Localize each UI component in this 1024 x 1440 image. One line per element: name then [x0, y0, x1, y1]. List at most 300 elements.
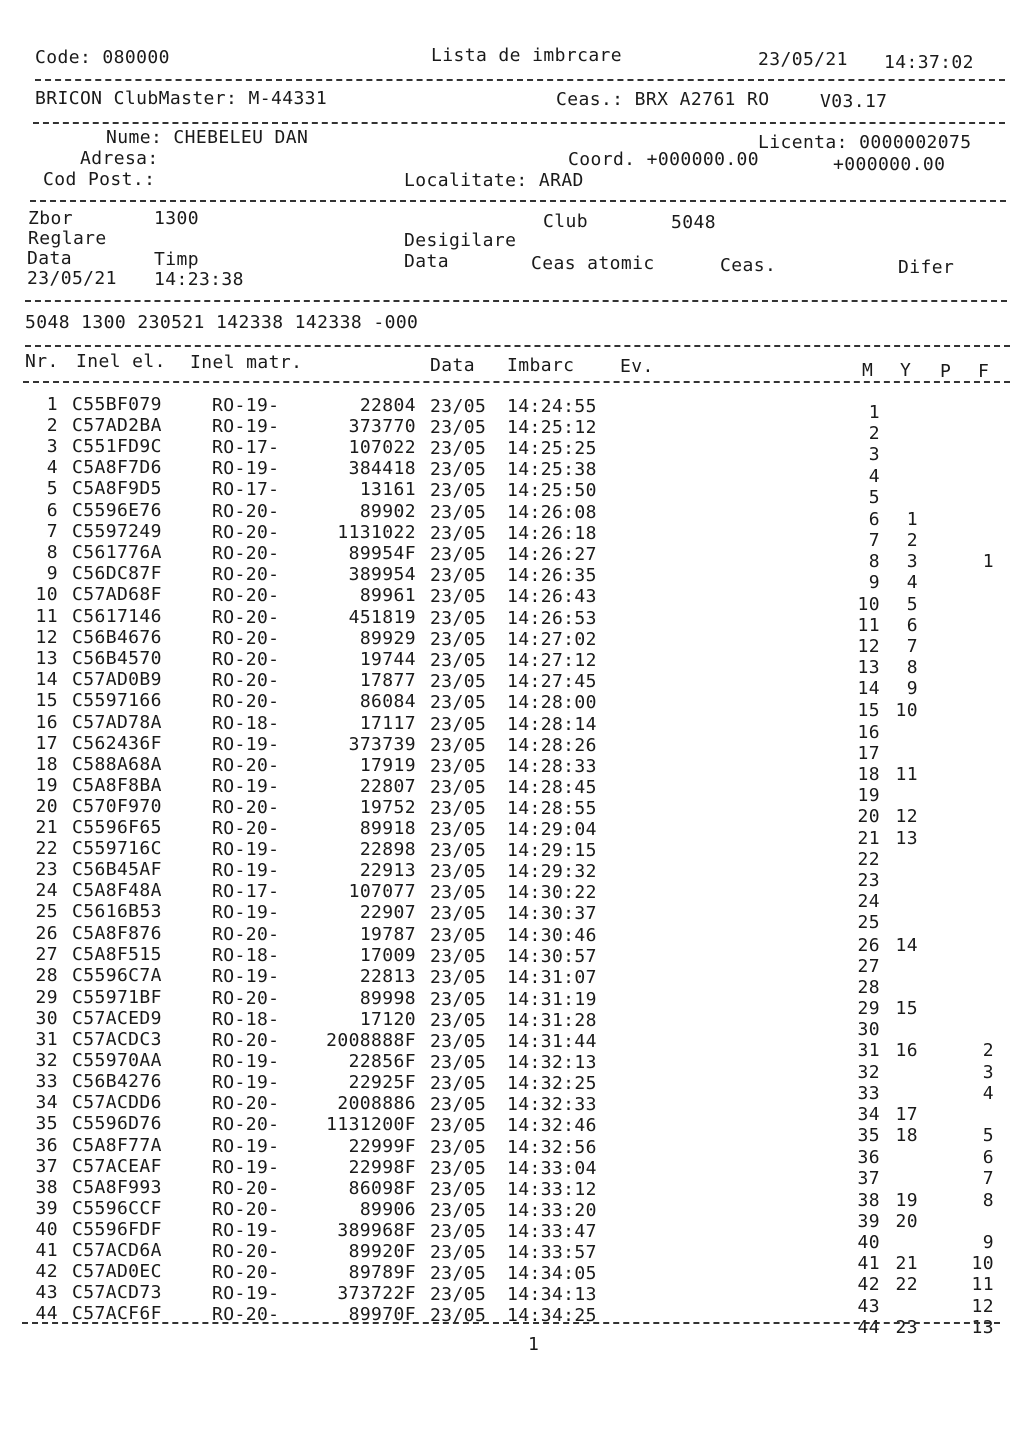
row-number: 4	[46, 457, 58, 478]
m-position: 20	[857, 806, 880, 827]
summary-line: 5048 1300 230521 142338 142338 -000	[25, 312, 419, 333]
clocking-time: 14:28:26	[507, 735, 597, 756]
row-number: 18	[35, 754, 58, 775]
print-date: 23/05/21	[758, 49, 848, 70]
ring-prefix: RO-17-	[212, 479, 280, 500]
clocking-date: 23/05	[430, 798, 487, 819]
m-position: 23	[857, 870, 880, 891]
ring-prefix: RO-20-	[212, 670, 280, 691]
m-position: 33	[857, 1083, 880, 1104]
table-row	[0, 542, 1024, 572]
ring-prefix: RO-20-	[212, 1241, 280, 1262]
ring-number: 89789F	[348, 1262, 416, 1283]
f-position: 12	[971, 1296, 994, 1317]
row-number: 3	[46, 436, 58, 457]
ring-prefix: RO-19-	[212, 416, 280, 437]
ring-number: 89970F	[348, 1304, 416, 1325]
table-row	[0, 733, 1024, 764]
ring-prefix: RO-20-	[212, 607, 280, 628]
electronic-ring-id: C57ACD73	[72, 1282, 162, 1303]
m-position: 11	[857, 615, 880, 636]
clocking-date: 23/05	[430, 459, 487, 480]
m-position: 22	[857, 849, 880, 870]
reglare-date: 23/05/21	[27, 268, 117, 289]
ring-prefix: RO-19-	[212, 966, 280, 987]
ring-number: 22925F	[348, 1072, 416, 1093]
clocking-time: 14:31:19	[507, 989, 597, 1010]
clocking-time: 14:25:38	[507, 459, 597, 480]
y-position: 10	[895, 700, 918, 721]
ring-prefix: RO-20-	[212, 585, 280, 606]
y-position: 9	[906, 678, 918, 699]
y-position: 22	[895, 1274, 918, 1295]
coordinates-second: +000000.00	[833, 154, 946, 175]
reglare-time: 14:23:38	[154, 269, 244, 290]
ring-prefix: RO-20-	[212, 818, 280, 839]
m-position: 21	[857, 828, 880, 849]
clocking-date: 23/05	[430, 967, 487, 988]
clocking-date: 23/05	[430, 417, 487, 438]
col-header-nr: Nr.	[25, 351, 59, 372]
ring-prefix: RO-19-	[212, 839, 280, 860]
clocking-date: 23/05	[430, 1284, 487, 1305]
ring-number: 89929	[359, 628, 416, 649]
clocking-date: 23/05	[430, 608, 487, 629]
clocking-date: 23/05	[430, 480, 487, 501]
clocking-date: 23/05	[430, 840, 487, 861]
y-position: 3	[906, 551, 918, 572]
clocking-time: 14:28:00	[507, 692, 597, 713]
ring-number: 389954	[348, 564, 416, 585]
row-number: 1	[46, 394, 58, 415]
clocking-time: 14:33:12	[507, 1179, 597, 1200]
clocking-time: 14:32:46	[507, 1115, 597, 1136]
clocking-date: 23/05	[430, 989, 487, 1010]
table-row	[0, 606, 1024, 636]
electronic-ring-id: C561776A	[72, 542, 162, 563]
m-position: 30	[857, 1019, 880, 1040]
ring-number: 89920F	[348, 1241, 416, 1262]
ring-prefix: RO-18-	[212, 945, 280, 966]
f-position: 2	[982, 1040, 994, 1061]
clocking-time: 14:32:56	[507, 1137, 597, 1158]
electronic-ring-id: C5596C7A	[72, 965, 162, 986]
clocking-time: 14:25:25	[507, 438, 597, 459]
clocking-time: 14:33:57	[507, 1242, 597, 1263]
clocking-date: 23/05	[430, 1031, 487, 1052]
row-number: 19	[35, 775, 58, 796]
table-row	[0, 394, 1024, 423]
electronic-ring-id: C5A8F7D6	[72, 457, 162, 478]
col-header-p: P	[940, 361, 952, 382]
ring-prefix: RO-20-	[212, 1030, 280, 1051]
ring-number: 17009	[359, 945, 416, 966]
clocking-date: 23/05	[430, 1263, 487, 1284]
m-position: 1	[868, 402, 880, 423]
electronic-ring-id: C5A8F8BA	[72, 775, 162, 796]
clocking-date: 23/05	[430, 1094, 487, 1115]
table-row	[0, 669, 1024, 699]
table-row	[0, 436, 1024, 465]
clocking-time: 14:26:35	[507, 565, 597, 586]
clocking-date: 23/05	[430, 735, 487, 756]
electronic-ring-id: C5A8F48A	[72, 880, 162, 901]
ring-number: 1131200F	[326, 1114, 416, 1135]
col-header-ring-number: Inel matr.	[190, 352, 303, 373]
clocking-time: 14:29:15	[507, 840, 597, 861]
ring-prefix: RO-19-	[212, 902, 280, 923]
row-number: 2	[46, 415, 58, 436]
row-number: 6	[46, 500, 58, 521]
atomic-clock-label: Ceas atomic	[531, 253, 655, 274]
y-position: 15	[895, 998, 918, 1019]
clocking-date: 23/05	[430, 586, 487, 607]
clocking-time: 14:32:33	[507, 1094, 597, 1115]
row-number: 27	[35, 944, 58, 965]
ring-number: 19744	[359, 649, 416, 670]
ring-number: 86098F	[348, 1178, 416, 1199]
row-number: 38	[35, 1177, 58, 1198]
m-position: 34	[857, 1104, 880, 1125]
table-row	[0, 415, 1024, 444]
clocking-time: 14:33:20	[507, 1200, 597, 1221]
y-position: 16	[895, 1040, 918, 1061]
m-position: 43	[857, 1296, 880, 1317]
m-position: 17	[857, 743, 880, 764]
ring-number: 19787	[359, 924, 416, 945]
electronic-ring-id: C559716C	[72, 838, 162, 859]
clocking-time: 14:26:18	[507, 523, 597, 544]
y-position: 18	[895, 1125, 918, 1146]
clocking-time: 14:27:02	[507, 629, 597, 650]
row-number: 8	[46, 542, 58, 563]
row-number: 32	[35, 1050, 58, 1071]
m-position: 35	[857, 1125, 880, 1146]
row-number: 28	[35, 965, 58, 986]
clocking-date: 23/05	[430, 523, 487, 544]
y-position: 20	[895, 1211, 918, 1232]
row-number: 9	[46, 563, 58, 584]
ring-prefix: RO-19-	[212, 1283, 280, 1304]
row-number: 25	[35, 901, 58, 922]
electronic-ring-id: C55970AA	[72, 1050, 162, 1071]
ring-prefix: RO-19-	[212, 1072, 280, 1093]
ring-prefix: RO-19-	[212, 776, 280, 797]
ring-number: 2008886	[337, 1093, 416, 1114]
m-position: 41	[857, 1253, 880, 1274]
y-position: 23	[895, 1317, 918, 1338]
row-number: 10	[35, 584, 58, 605]
club-number: 5048	[671, 212, 716, 233]
divider-3	[30, 200, 1006, 202]
ring-number: 17117	[359, 713, 416, 734]
clocking-date: 23/05	[430, 396, 487, 417]
f-position: 4	[982, 1083, 994, 1104]
y-position: 2	[906, 530, 918, 551]
m-position: 10	[857, 594, 880, 615]
clocking-time: 14:30:46	[507, 925, 597, 946]
ring-prefix: RO-17-	[212, 437, 280, 458]
table-row	[0, 478, 1024, 508]
document-title: Lista de imbrcare	[431, 45, 623, 66]
electronic-ring-id: C570F970	[72, 796, 162, 817]
f-position: 3	[982, 1062, 994, 1083]
club-label: Club	[543, 211, 588, 232]
row-number: 31	[35, 1029, 58, 1050]
clocking-date: 23/05	[430, 1137, 487, 1158]
row-number: 20	[35, 796, 58, 817]
clocking-date: 23/05	[430, 1073, 487, 1094]
electronic-ring-id: C56B4276	[72, 1071, 162, 1092]
clocking-time: 14:29:04	[507, 819, 597, 840]
ring-number: 373722F	[337, 1283, 416, 1304]
electronic-ring-id: C56B45AF	[72, 859, 162, 880]
ring-number: 19752	[359, 797, 416, 818]
divider-6	[23, 381, 1010, 383]
m-position: 29	[857, 998, 880, 1019]
coordinates-label: Coord. +000000.00	[568, 149, 760, 170]
row-number: 13	[35, 648, 58, 669]
ring-number: 17919	[359, 755, 416, 776]
m-position: 15	[857, 700, 880, 721]
f-position: 5	[982, 1125, 994, 1146]
clocking-time: 14:26:08	[507, 502, 597, 523]
clocking-time: 14:30:22	[507, 882, 597, 903]
clocking-date: 23/05	[430, 861, 487, 882]
table-row	[0, 627, 1024, 657]
ring-prefix: RO-20-	[212, 755, 280, 776]
m-position: 24	[857, 891, 880, 912]
clocking-time: 14:28:14	[507, 714, 597, 735]
ring-number: 373739	[348, 734, 416, 755]
row-number: 43	[35, 1282, 58, 1303]
electronic-ring-id: C57AD0B9	[72, 669, 162, 690]
f-position: 13	[971, 1317, 994, 1338]
y-position: 21	[895, 1253, 918, 1274]
ring-prefix: RO-20-	[212, 1114, 280, 1135]
clocking-time: 14:28:33	[507, 756, 597, 777]
ring-prefix: RO-19-	[212, 1220, 280, 1241]
row-number: 44	[35, 1303, 58, 1324]
code-label: Code: 080000	[35, 47, 170, 68]
m-position: 42	[857, 1274, 880, 1295]
y-position: 12	[895, 806, 918, 827]
clocking-date: 23/05	[430, 1305, 487, 1326]
ring-prefix: RO-20-	[212, 522, 280, 543]
owner-name: Nume: CHEBELEU DAN	[106, 127, 309, 148]
ring-number: 22813	[359, 966, 416, 987]
ring-prefix: RO-19-	[212, 1136, 280, 1157]
ring-number: 1131022	[337, 522, 416, 543]
m-position: 19	[857, 785, 880, 806]
ring-prefix: RO-19-	[212, 458, 280, 479]
m-position: 5	[868, 487, 880, 508]
electronic-ring-id: C55BF079	[72, 394, 162, 415]
divider-2	[33, 122, 1005, 124]
f-position: 9	[982, 1232, 994, 1253]
y-position: 14	[895, 935, 918, 956]
clocking-time: 14:27:45	[507, 671, 597, 692]
row-number: 23	[35, 859, 58, 880]
m-position: 40	[857, 1232, 880, 1253]
m-position: 39	[857, 1211, 880, 1232]
ring-prefix: RO-19-	[212, 395, 280, 416]
row-number: 21	[35, 817, 58, 838]
clocking-time: 14:32:25	[507, 1073, 597, 1094]
ring-prefix: RO-19-	[212, 734, 280, 755]
clocking-date: 23/05	[430, 650, 487, 671]
clocking-date: 23/05	[430, 438, 487, 459]
clocking-time: 14:26:43	[507, 586, 597, 607]
table-row	[0, 690, 1024, 721]
electronic-ring-id: C5A8F77A	[72, 1135, 162, 1156]
ring-prefix: RO-20-	[212, 1178, 280, 1199]
clocking-date: 23/05	[430, 1242, 487, 1263]
y-position: 1	[906, 509, 918, 530]
col-header-m: M	[862, 360, 874, 381]
ring-number: 86084	[359, 691, 416, 712]
clocking-time: 14:33:47	[507, 1221, 597, 1242]
ring-number: 107022	[348, 437, 416, 458]
table-row	[0, 901, 1024, 933]
electronic-ring-id: C588A68A	[72, 754, 162, 775]
clocking-date: 23/05	[430, 544, 487, 565]
row-number: 41	[35, 1240, 58, 1261]
table-row	[0, 712, 1024, 743]
y-position: 6	[906, 615, 918, 636]
divider-5	[25, 345, 1010, 347]
electronic-ring-id: C5A8F993	[72, 1177, 162, 1198]
col-header-clocking: Imbarc	[507, 355, 575, 376]
m-position: 4	[868, 466, 880, 487]
row-number: 34	[35, 1092, 58, 1113]
electronic-ring-id: C57ACF6F	[72, 1303, 162, 1324]
electronic-ring-id: C5A8F9D5	[72, 478, 162, 499]
m-position: 38	[857, 1190, 880, 1211]
clocking-time: 14:34:25	[507, 1305, 597, 1326]
f-position: 10	[971, 1253, 994, 1274]
ring-number: 107077	[348, 881, 416, 902]
table-row	[0, 457, 1024, 487]
m-position: 26	[857, 935, 880, 956]
m-position: 28	[857, 977, 880, 998]
electronic-ring-id: C57AD78A	[72, 712, 162, 733]
reglare-label: Reglare	[28, 228, 107, 249]
version-label: V03.17	[820, 91, 888, 112]
clocking-date: 23/05	[430, 756, 487, 777]
page-number: 1	[528, 1334, 539, 1355]
electronic-ring-id: C57ACDD6	[72, 1092, 162, 1113]
y-position: 8	[906, 657, 918, 678]
ring-number: 13161	[359, 479, 416, 500]
col-header-y: Y	[900, 360, 912, 381]
print-time: 14:37:02	[884, 52, 974, 73]
clocking-date: 23/05	[430, 502, 487, 523]
ring-number: 2008888F	[326, 1030, 416, 1051]
clocking-date: 23/05	[430, 1158, 487, 1179]
ring-prefix: RO-17-	[212, 881, 280, 902]
ring-prefix: RO-18-	[212, 713, 280, 734]
y-position: 7	[906, 636, 918, 657]
m-position: 37	[857, 1168, 880, 1189]
flight-number: 1300	[154, 208, 199, 229]
electronic-ring-id: C5596CCF	[72, 1198, 162, 1219]
row-number: 35	[35, 1113, 58, 1134]
m-position: 7	[868, 530, 880, 551]
row-number: 29	[35, 987, 58, 1008]
clocking-time: 14:28:45	[507, 777, 597, 798]
clocking-date: 23/05	[430, 903, 487, 924]
electronic-ring-id: C57AD0EC	[72, 1261, 162, 1282]
row-number: 16	[35, 712, 58, 733]
m-position: 8	[868, 551, 880, 572]
row-number: 37	[35, 1156, 58, 1177]
m-position: 32	[857, 1062, 880, 1083]
row-number: 24	[35, 880, 58, 901]
table-row	[0, 775, 1024, 806]
table-row	[0, 584, 1024, 615]
ring-number: 22856F	[348, 1051, 416, 1072]
ring-prefix: RO-20-	[212, 543, 280, 564]
clocking-time: 14:27:12	[507, 650, 597, 671]
clocking-time: 14:24:55	[507, 396, 597, 417]
row-number: 11	[35, 606, 58, 627]
electronic-ring-id: C57ACDC3	[72, 1029, 162, 1050]
ring-number: 89906	[359, 1199, 416, 1220]
row-number: 33	[35, 1071, 58, 1092]
m-position: 27	[857, 956, 880, 977]
ring-prefix: RO-20-	[212, 501, 280, 522]
desig-data-label: Data	[404, 251, 449, 272]
clocking-date: 23/05	[430, 777, 487, 798]
table-row	[0, 796, 1024, 827]
f-position: 6	[982, 1147, 994, 1168]
electronic-ring-id: C55971BF	[72, 987, 162, 1008]
f-position: 1	[982, 551, 994, 572]
electronic-ring-id: C57ACD6A	[72, 1240, 162, 1261]
ring-number: 22898	[359, 839, 416, 860]
clocking-time: 14:31:07	[507, 967, 597, 988]
row-number: 5	[46, 478, 58, 499]
flight-label: Zbor	[28, 208, 73, 229]
m-position: 44	[857, 1317, 880, 1338]
electronic-ring-id: C5596F65	[72, 817, 162, 838]
m-position: 12	[857, 636, 880, 657]
clubmaster-label: BRICON ClubMaster: M-44331	[35, 88, 328, 109]
row-number: 42	[35, 1261, 58, 1282]
clocking-date: 23/05	[430, 565, 487, 586]
clocking-date: 23/05	[430, 882, 487, 903]
ring-prefix: RO-20-	[212, 797, 280, 818]
ring-number: 373770	[348, 416, 416, 437]
ring-number: 89998	[359, 988, 416, 1009]
row-number: 30	[35, 1008, 58, 1029]
clocking-date: 23/05	[430, 1052, 487, 1073]
row-number: 40	[35, 1219, 58, 1240]
electronic-ring-id: C5596E76	[72, 500, 162, 521]
row-number: 7	[46, 521, 58, 542]
m-position: 31	[857, 1040, 880, 1061]
col-header-event: Ev.	[620, 356, 654, 377]
electronic-ring-id: C5A8F515	[72, 944, 162, 965]
row-number: 22	[35, 838, 58, 859]
row-number: 15	[35, 690, 58, 711]
m-position: 13	[857, 657, 880, 678]
electronic-ring-id: C5596D76	[72, 1113, 162, 1134]
clocking-time: 14:34:13	[507, 1284, 597, 1305]
y-position: 17	[895, 1104, 918, 1125]
electronic-ring-id: C5617146	[72, 606, 162, 627]
